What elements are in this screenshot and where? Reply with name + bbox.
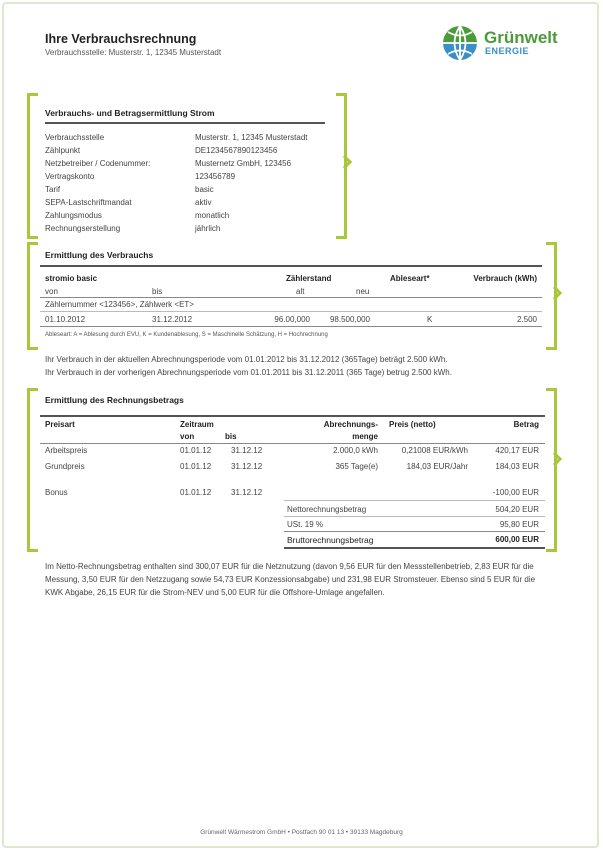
info-label-zaehlpunkt: Zählpunkt (45, 146, 81, 155)
amount-row-betrag: -100,00 EUR (492, 488, 539, 497)
amount-header-rule (40, 443, 545, 444)
info-value-netzbetreiber: Musternetz GmbH, 123456 (195, 159, 292, 168)
usage-cell-neu: 98.500,000 (329, 315, 370, 324)
usage-header-rule (40, 297, 542, 298)
usage-subheader-bis: bis (152, 287, 163, 296)
brutto-rule (284, 547, 545, 549)
ust-value: 95,80 EUR (499, 520, 539, 529)
amount-row-menge: 2.000,0 kWh (333, 446, 378, 455)
page-subtitle: Verbrauchsstelle: Musterstr. 1, 12345 Musterstadt (45, 48, 222, 57)
page-footer: Grünwelt Wärmestrom GmbH • Postfach 90 01 13 • 39133 Magdeburg (200, 829, 403, 836)
amount-header-preis: Preis (netto) (389, 420, 436, 429)
amount-row-von: 01.01.12 (180, 488, 212, 497)
page-title: Ihre Verbrauchsrechnung (45, 32, 197, 46)
section3-top-rule (40, 415, 545, 417)
usage-cell-verbrauch: 2.500 (516, 315, 537, 324)
info-label-netzbetreiber: Netzbetreiber / Codenummer: (45, 159, 151, 168)
amount-header-betrag: Betrag (513, 420, 539, 429)
logo-subtitle: ENERGIE (485, 46, 530, 56)
usage-text-previous: Ihr Verbrauch in der vorherigen Abrechnungsperiode vom 01.01.2011 bis 31.12.2011 (365 Tage) betrug 2.500 kWh. (45, 368, 452, 377)
info-label-vertragskonto: Vertragskonto (45, 172, 95, 181)
section2-top-rule (40, 265, 542, 267)
info-value-sepa: aktiv (195, 198, 212, 207)
usage-header-ableseart: Ableseart* (390, 274, 430, 283)
amount-header-von: von (180, 432, 195, 441)
info-value-zaehlpunkt: DE1234567890123456 (195, 146, 278, 155)
amount-row-art: Bonus (45, 488, 68, 497)
netto-label: Nettorechnungsbetrag (287, 505, 367, 514)
amount-row-bis: 31.12.12 (231, 446, 263, 455)
amount-row-menge: 365 Tage(e) (335, 462, 378, 471)
info-value-rechnungserstellung: jährlich (195, 224, 221, 233)
usage-subheader-neu: neu (356, 287, 370, 296)
usage-text-current: Ihr Verbrauch in der aktuellen Abrechnungsperiode vom 01.01.2012 bis 31.12.2012 (365Tage) beträgt 2.500 kWh. (45, 355, 448, 364)
usage-cell-von: 01.10.2012 (45, 315, 86, 324)
amount-row-preis: 184,03 EUR/Jahr (406, 462, 468, 471)
amount-header-preisart: Preisart (45, 420, 75, 429)
usage-cell-alt: 96.00,000 (274, 315, 310, 324)
section3-title: Ermittlung des Rechnungsbetrags (45, 395, 184, 405)
usage-header-verbrauch: Verbrauch (kWh) (473, 274, 537, 283)
usage-header-product: stromio basic (45, 274, 98, 283)
brutto-label: Bruttorechnungsbetrag (287, 535, 374, 545)
usage-legend: Ableseart: A = Ablesung durch EVU, K = Kundenablesung, S = Maschinelle Schätzung, H = Hochrechnung (45, 332, 328, 338)
amount-row-art: Arbeitspreis (45, 446, 88, 455)
section1-title: Verbrauchs- und Betragsermittlung Strom (45, 108, 215, 118)
usage-bottom-rule (40, 326, 542, 327)
usage-meter-line: Zählernummer <123456>, Zählwerk <ET> (45, 300, 194, 309)
amount-header-menge-line1: Abrechnungs- (323, 420, 378, 429)
section2-title: Ermittlung des Verbrauchs (45, 250, 154, 260)
info-value-verbrauchsstelle: Musterstr. 1, 12345 Musterstadt (195, 133, 308, 142)
section2-left-bracket (27, 242, 38, 350)
amount-row-bis: 31.12.12 (231, 462, 263, 471)
amount-row-betrag: 184,03 EUR (495, 462, 539, 471)
info-value-vertragskonto: 123456789 (195, 172, 236, 181)
logo-name: Grünwelt (484, 28, 558, 47)
usage-subheader-alt: alt (296, 287, 305, 296)
usage-header-zaehlerstand: Zählerstand (286, 274, 332, 283)
section1-left-bracket (27, 93, 38, 239)
info-value-zahlungsmodus: monatlich (195, 211, 230, 220)
amount-row-von: 01.01.12 (180, 462, 212, 471)
ust-rule (284, 531, 545, 532)
usage-cell-ableseart: K (427, 315, 433, 324)
amount-row-betrag: 420,17 EUR (495, 446, 539, 455)
amount-header-bis: bis (225, 432, 237, 441)
netto-value: 504,20 EUR (495, 505, 539, 514)
usage-subheader-von: von (45, 287, 58, 296)
info-value-tarif: basic (195, 185, 214, 194)
info-label-verbrauchsstelle: Verbrauchsstelle (45, 133, 105, 142)
usage-meter-rule (40, 311, 542, 312)
info-label-sepa: SEPA-Lastschriftmandat (45, 198, 132, 207)
tax-breakdown-text: Im Netto-Rechnungsbetrag enthalten sind 300,07 EUR für die Netznutzung (davon 9,56 EUR für den Messstellenbetrieb, 2,83 EUR für die Messung, 3,50 EUR für den Netzzugang sowie 54,73 EUR Konzessionsabgabe) und 231,98 EUR Stromsteuer. Ebenso sind 5 EUR für die KWK Abgabe, 26,15 EUR für die Strom-NEV und 5,00 EUR für die Offshore-Umlage angefallen. (45, 562, 536, 597)
amount-row-art: Grundpreis (45, 462, 85, 471)
info-label-tarif: Tarif (45, 185, 61, 194)
amount-row-preis: 0,21008 EUR/kWh (401, 446, 468, 455)
amount-header-zeitraum: Zeitraum (180, 420, 214, 429)
amount-row-bis: 31.12.12 (231, 488, 263, 497)
amount-header-menge-line2: menge (352, 432, 378, 441)
info-label-zahlungsmodus: Zahlungsmodus (45, 211, 102, 220)
info-label-rechnungserstellung: Rechnungserstellung (45, 224, 121, 233)
netto-rule (284, 516, 545, 517)
section3-right-bracket (546, 388, 557, 552)
amount-row-von: 01.01.12 (180, 446, 212, 455)
totals-top-rule (284, 500, 545, 501)
usage-cell-bis: 31.12.2012 (152, 315, 193, 324)
brutto-value: 600,00 EUR (495, 535, 539, 544)
section1-rule (45, 122, 325, 124)
ust-label: USt. 19 % (287, 520, 324, 529)
globe-logo-icon (439, 25, 481, 61)
section3-left-bracket (27, 388, 38, 552)
